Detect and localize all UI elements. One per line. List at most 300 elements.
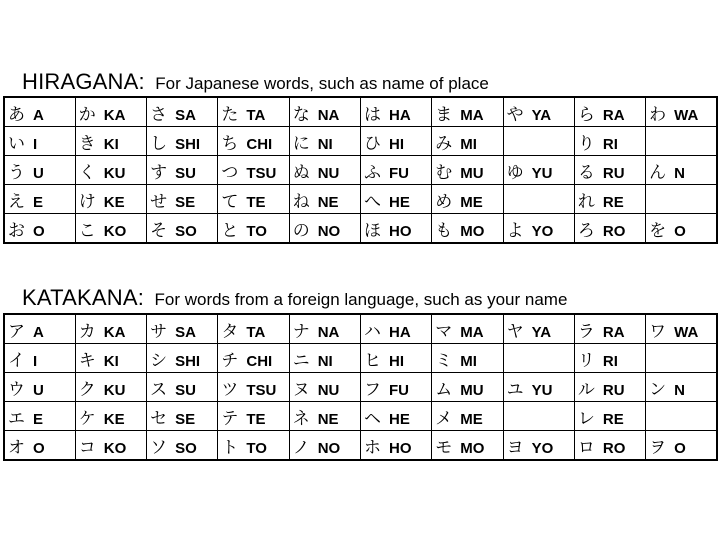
- romaji-label: MO: [460, 222, 485, 240]
- katakana-cell: [147, 431, 218, 461]
- romaji-label: O: [33, 222, 45, 240]
- hiragana-cell: [4, 97, 75, 127]
- romaji-label: KE: [103, 193, 125, 211]
- katakana-cell: [503, 373, 574, 402]
- katakana-cell: [646, 373, 717, 402]
- romaji-label: SO: [175, 439, 197, 457]
- kana-character: め: [435, 191, 453, 212]
- kana-character: ニ: [292, 350, 310, 371]
- kana-character: ち: [221, 133, 239, 154]
- katakana-cell: [218, 344, 289, 373]
- hiragana-cell: [574, 127, 645, 156]
- katakana-cell: [432, 373, 503, 402]
- kana-character: ワ: [649, 321, 667, 342]
- kana-character: り: [577, 133, 595, 154]
- romaji-label: RI: [602, 135, 618, 153]
- kana-character: タ: [221, 321, 239, 342]
- kana-character: し: [150, 133, 168, 154]
- katakana-cell: [4, 314, 75, 344]
- hiragana-cell: [75, 97, 146, 127]
- hiragana-cell: [75, 185, 146, 214]
- romaji-label: KU: [103, 381, 126, 399]
- romaji-label: WA: [674, 323, 699, 341]
- hiragana-row: [4, 185, 717, 214]
- kana-character: も: [435, 220, 453, 241]
- katakana-cell: [218, 431, 289, 461]
- hiragana-cell: [432, 97, 503, 127]
- kana-character: を: [649, 220, 667, 241]
- katakana-cell: [646, 431, 717, 461]
- romaji-label: RO: [602, 439, 626, 457]
- hiragana-cell: [75, 214, 146, 244]
- romaji-label: I: [33, 135, 38, 153]
- hiragana-cell: [289, 156, 360, 185]
- romaji-label: MO: [460, 439, 485, 457]
- kana-character: み: [435, 133, 453, 154]
- katakana-row: [4, 373, 717, 402]
- kana-character: な: [292, 104, 310, 125]
- katakana-heading: [22, 285, 567, 311]
- romaji-label: A: [33, 323, 44, 341]
- kana-character: わ: [649, 104, 667, 125]
- hiragana-cell: [289, 185, 360, 214]
- katakana-cell: [4, 373, 75, 402]
- romaji-label: FU: [388, 381, 409, 399]
- romaji-label: SE: [175, 193, 196, 211]
- romaji-label: FU: [388, 164, 409, 182]
- romaji-label: I: [33, 352, 38, 370]
- romaji-label: KO: [103, 439, 127, 457]
- katakana-cell: [646, 402, 717, 431]
- katakana-row: [4, 402, 717, 431]
- hiragana-cell: [503, 127, 574, 156]
- hiragana-cell: [646, 156, 717, 185]
- romaji-label: MU: [460, 164, 484, 182]
- hiragana-row: [4, 97, 717, 127]
- hiragana-subtitle: For Japanese words, such as name of place: [155, 74, 489, 93]
- kana-character: ろ: [577, 220, 595, 241]
- romaji-label: RE: [602, 193, 624, 211]
- hiragana-cell: [503, 156, 574, 185]
- katakana-cell: [289, 373, 360, 402]
- romaji-label: SHI: [175, 352, 201, 370]
- hiragana-cell: [432, 185, 503, 214]
- hiragana-cell: [289, 214, 360, 244]
- romaji-label: RI: [602, 352, 618, 370]
- kana-character: う: [8, 162, 25, 183]
- kana-character: た: [221, 104, 239, 125]
- romaji-label: RA: [602, 323, 625, 341]
- kana-character: ホ: [363, 437, 381, 458]
- kana-character: ヒ: [363, 350, 381, 371]
- kana-character: マ: [435, 321, 453, 342]
- katakana-cell: [646, 314, 717, 344]
- romaji-label: HO: [388, 222, 412, 240]
- romaji-label: N: [674, 381, 686, 399]
- kana-character: ウ: [8, 379, 25, 400]
- hiragana-cell: [218, 214, 289, 244]
- hiragana-cell: [75, 127, 146, 156]
- katakana-cell: [218, 373, 289, 402]
- kana-character: ね: [292, 191, 310, 212]
- katakana-cell: [503, 431, 574, 461]
- romaji-label: N: [674, 164, 686, 182]
- kana-character: チ: [221, 350, 239, 371]
- romaji-label: O: [674, 222, 686, 240]
- romaji-label: ME: [460, 193, 483, 211]
- romaji-label: TSU: [246, 164, 277, 182]
- kana-character: ミ: [435, 350, 453, 371]
- kana-character: い: [8, 133, 25, 154]
- katakana-cell: [574, 402, 645, 431]
- kana-character: ユ: [506, 379, 524, 400]
- hiragana-cell: [218, 97, 289, 127]
- katakana-cell: [646, 344, 717, 373]
- kana-character: よ: [506, 220, 524, 241]
- romaji-label: O: [674, 439, 686, 457]
- kana-character: ツ: [221, 379, 239, 400]
- katakana-cell: [75, 373, 146, 402]
- hiragana-cell: [147, 156, 218, 185]
- katakana-cell: [147, 314, 218, 344]
- kana-character: ま: [435, 104, 453, 125]
- katakana-cell: [289, 431, 360, 461]
- katakana-row: [4, 314, 717, 344]
- romaji-label: NU: [317, 164, 340, 182]
- katakana-cell: [4, 431, 75, 461]
- katakana-cell: [432, 402, 503, 431]
- hiragana-row: [4, 214, 717, 244]
- hiragana-cell: [4, 185, 75, 214]
- hiragana-cell: [147, 127, 218, 156]
- hiragana-cell: [503, 214, 574, 244]
- romaji-label: KA: [103, 106, 126, 124]
- kana-character: ヤ: [506, 321, 524, 342]
- kana-character: ぬ: [292, 162, 310, 183]
- kana-character: シ: [150, 350, 168, 371]
- romaji-label: CHI: [246, 135, 273, 153]
- hiragana-cell: [432, 214, 503, 244]
- romaji-label: YA: [531, 106, 552, 124]
- kana-character: ら: [577, 104, 595, 125]
- kana-character: れ: [577, 191, 595, 212]
- romaji-label: HE: [388, 410, 410, 428]
- kana-character: ネ: [292, 408, 310, 429]
- romaji-label: NO: [317, 439, 341, 457]
- romaji-label: KE: [103, 410, 125, 428]
- katakana-cell: [218, 402, 289, 431]
- romaji-label: RU: [602, 164, 625, 182]
- hiragana-cell: [646, 214, 717, 244]
- katakana-cell: [218, 314, 289, 344]
- romaji-label: HA: [388, 106, 411, 124]
- romaji-label: YO: [531, 439, 554, 457]
- hiragana-cell: [574, 97, 645, 127]
- kana-character: ル: [577, 379, 595, 400]
- romaji-label: YU: [531, 164, 553, 182]
- katakana-cell: [503, 314, 574, 344]
- hiragana-cell: [646, 127, 717, 156]
- kana-character: ひ: [363, 133, 381, 154]
- romaji-label: HE: [388, 193, 410, 211]
- katakana-cell: [289, 402, 360, 431]
- romaji-label: RE: [602, 410, 624, 428]
- katakana-table: [3, 313, 718, 461]
- kana-character: ノ: [292, 437, 310, 458]
- hiragana-cell: [360, 156, 431, 185]
- kana-character: テ: [221, 408, 239, 429]
- kana-character: く: [78, 162, 96, 183]
- kana-character: ヨ: [506, 437, 524, 458]
- katakana-title: KATAKANA:: [22, 285, 145, 310]
- romaji-label: TE: [246, 410, 266, 428]
- romaji-label: TA: [246, 106, 266, 124]
- kana-character: ロ: [577, 437, 595, 458]
- hiragana-cell: [432, 127, 503, 156]
- romaji-label: KO: [103, 222, 127, 240]
- kana-character: け: [78, 191, 96, 212]
- katakana-cell: [289, 344, 360, 373]
- katakana-cell: [289, 314, 360, 344]
- kana-character: ケ: [78, 408, 96, 429]
- kana-character: の: [292, 220, 310, 241]
- kana-character: セ: [150, 408, 168, 429]
- romaji-label: MA: [460, 106, 484, 124]
- kana-character: リ: [577, 350, 595, 371]
- romaji-label: NI: [317, 352, 333, 370]
- kana-character: か: [78, 104, 96, 125]
- romaji-label: SO: [175, 222, 197, 240]
- romaji-label: ME: [460, 410, 483, 428]
- romaji-label: NI: [317, 135, 333, 153]
- romaji-label: KU: [103, 164, 126, 182]
- kana-character: ほ: [363, 220, 381, 241]
- katakana-cell: [360, 344, 431, 373]
- kana-character: サ: [150, 321, 168, 342]
- hiragana-cell: [289, 97, 360, 127]
- kana-character: て: [221, 191, 239, 212]
- hiragana-cell: [360, 185, 431, 214]
- romaji-label: YA: [531, 323, 552, 341]
- romaji-label: HI: [388, 352, 404, 370]
- hiragana-cell: [147, 97, 218, 127]
- kana-character: ん: [649, 162, 667, 183]
- kana-character: ナ: [292, 321, 310, 342]
- romaji-label: E: [33, 410, 44, 428]
- kana-character: へ: [363, 191, 381, 212]
- kana-character: ト: [221, 437, 239, 458]
- katakana-cell: [4, 402, 75, 431]
- hiragana-cell: [646, 97, 717, 127]
- romaji-label: TE: [246, 193, 266, 211]
- romaji-label: SU: [175, 381, 196, 399]
- hiragana-title: HIRAGANA:: [22, 69, 145, 94]
- romaji-label: HI: [388, 135, 404, 153]
- kana-character: さ: [150, 104, 168, 125]
- katakana-cell: [574, 314, 645, 344]
- kana-character: え: [8, 191, 25, 212]
- romaji-label: A: [33, 106, 44, 124]
- kana-character: せ: [150, 191, 168, 212]
- kana-character: と: [221, 220, 239, 241]
- romaji-label: U: [33, 164, 44, 182]
- hiragana-cell: [432, 156, 503, 185]
- hiragana-row: [4, 156, 717, 185]
- katakana-cell: [360, 314, 431, 344]
- romaji-label: RU: [602, 381, 625, 399]
- kana-character: あ: [8, 104, 25, 125]
- hiragana-row: [4, 127, 717, 156]
- romaji-label: TA: [246, 323, 266, 341]
- hiragana-cell: [646, 185, 717, 214]
- katakana-cell: [360, 402, 431, 431]
- hiragana-cell: [503, 97, 574, 127]
- romaji-label: SE: [175, 410, 196, 428]
- romaji-label: RA: [602, 106, 625, 124]
- romaji-label: SA: [175, 323, 196, 341]
- hiragana-cell: [360, 127, 431, 156]
- katakana-cell: [503, 344, 574, 373]
- romaji-label: O: [33, 439, 45, 457]
- kana-character: メ: [435, 408, 453, 429]
- hiragana-cell: [4, 156, 75, 185]
- kana-character: ム: [435, 379, 453, 400]
- katakana-cell: [4, 344, 75, 373]
- romaji-label: E: [33, 193, 44, 211]
- hiragana-cell: [218, 185, 289, 214]
- romaji-label: YU: [531, 381, 553, 399]
- romaji-label: NE: [317, 193, 339, 211]
- hiragana-cell: [147, 214, 218, 244]
- romaji-label: MI: [460, 135, 477, 153]
- romaji-label: KI: [103, 352, 119, 370]
- hiragana-heading: [22, 69, 489, 95]
- kana-character: コ: [78, 437, 96, 458]
- romaji-label: WA: [674, 106, 699, 124]
- hiragana-cell: [360, 97, 431, 127]
- kana-character: レ: [577, 408, 595, 429]
- kana-character: む: [435, 162, 453, 183]
- romaji-label: TO: [246, 439, 267, 457]
- romaji-label: TSU: [246, 381, 277, 399]
- kana-character: お: [8, 220, 25, 241]
- hiragana-cell: [574, 185, 645, 214]
- romaji-label: NE: [317, 410, 339, 428]
- katakana-cell: [75, 431, 146, 461]
- kana-character: つ: [221, 162, 239, 183]
- kana-character: ゆ: [506, 162, 524, 183]
- hiragana-cell: [574, 156, 645, 185]
- kana-character: ク: [78, 379, 96, 400]
- kana-character: ヌ: [292, 379, 310, 400]
- katakana-cell: [147, 344, 218, 373]
- romaji-label: U: [33, 381, 44, 399]
- katakana-cell: [574, 373, 645, 402]
- katakana-cell: [432, 314, 503, 344]
- kana-character: ン: [649, 379, 667, 400]
- kana-character: オ: [8, 437, 25, 458]
- kana-character: ス: [150, 379, 168, 400]
- hiragana-cell: [503, 185, 574, 214]
- romaji-label: HO: [388, 439, 412, 457]
- katakana-cell: [75, 344, 146, 373]
- romaji-label: RO: [602, 222, 626, 240]
- romaji-label: YO: [531, 222, 554, 240]
- kana-character: ラ: [577, 321, 595, 342]
- kana-character: そ: [150, 220, 168, 241]
- kana-character: キ: [78, 350, 96, 371]
- kana-character: ア: [8, 321, 25, 342]
- kana-character: き: [78, 133, 96, 154]
- katakana-cell: [75, 402, 146, 431]
- romaji-label: KA: [103, 323, 126, 341]
- kana-character: ソ: [150, 437, 168, 458]
- hiragana-cell: [289, 127, 360, 156]
- hiragana-cell: [218, 156, 289, 185]
- romaji-label: SA: [175, 106, 196, 124]
- katakana-cell: [432, 344, 503, 373]
- katakana-cell: [360, 431, 431, 461]
- romaji-label: KI: [103, 135, 119, 153]
- romaji-label: SHI: [175, 135, 201, 153]
- kana-character: カ: [78, 321, 96, 342]
- kana-character: る: [577, 162, 595, 183]
- kana-character: イ: [8, 350, 25, 371]
- kana-character: す: [150, 162, 168, 183]
- romaji-label: CHI: [246, 352, 273, 370]
- romaji-label: MU: [460, 381, 484, 399]
- katakana-cell: [503, 402, 574, 431]
- romaji-label: NA: [317, 106, 340, 124]
- katakana-cell: [75, 314, 146, 344]
- romaji-label: SU: [175, 164, 196, 182]
- kana-character: フ: [363, 379, 381, 400]
- katakana-cell: [574, 344, 645, 373]
- hiragana-table: [3, 96, 718, 244]
- kana-character: ヲ: [649, 437, 667, 458]
- katakana-row: [4, 431, 717, 461]
- kana-character: ハ: [363, 321, 381, 342]
- hiragana-cell: [218, 127, 289, 156]
- katakana-cell: [147, 402, 218, 431]
- katakana-cell: [147, 373, 218, 402]
- kana-character: に: [292, 133, 310, 154]
- kana-character: や: [506, 104, 524, 125]
- romaji-label: MA: [460, 323, 484, 341]
- katakana-cell: [360, 373, 431, 402]
- hiragana-cell: [147, 185, 218, 214]
- kana-character: は: [363, 104, 381, 125]
- katakana-row: [4, 344, 717, 373]
- romaji-label: NA: [317, 323, 340, 341]
- romaji-label: HA: [388, 323, 411, 341]
- romaji-label: MI: [460, 352, 477, 370]
- kana-character: モ: [435, 437, 453, 458]
- kana-character: エ: [8, 408, 25, 429]
- romaji-label: NO: [317, 222, 341, 240]
- hiragana-cell: [360, 214, 431, 244]
- kana-character: ふ: [363, 162, 381, 183]
- kana-character: ヘ: [363, 408, 381, 429]
- romaji-label: TO: [246, 222, 267, 240]
- hiragana-cell: [574, 214, 645, 244]
- katakana-cell: [432, 431, 503, 461]
- katakana-cell: [574, 431, 645, 461]
- hiragana-cell: [4, 214, 75, 244]
- hiragana-cell: [75, 156, 146, 185]
- katakana-subtitle: For words from a foreign language, such as your name: [154, 290, 568, 309]
- hiragana-cell: [4, 127, 75, 156]
